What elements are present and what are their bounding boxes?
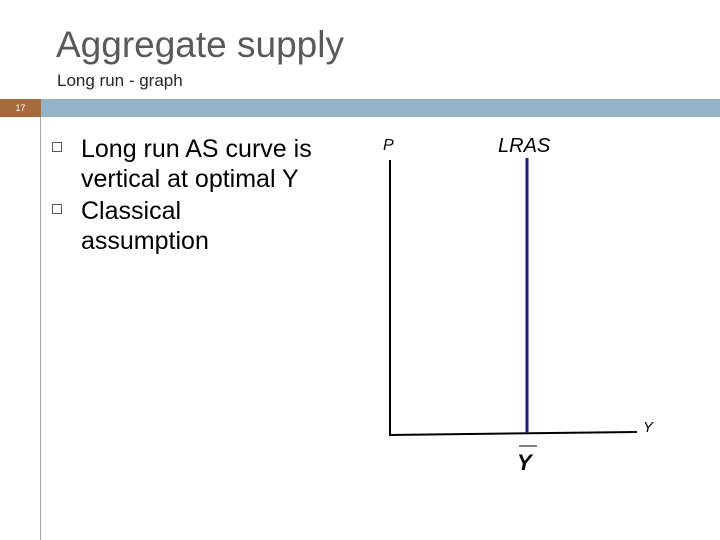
bullet-text: Long run AS curve is vertical at optimal Y <box>81 135 312 193</box>
y-bar-label: Y <box>517 450 532 475</box>
slide-number: 17 <box>15 103 26 113</box>
x-axis <box>389 432 637 435</box>
bullet-text: Classical assumption <box>81 197 209 255</box>
lras-label: LRAS <box>498 135 551 157</box>
slide-subtitle: Long run - graph <box>57 71 183 90</box>
y-axis-label: P <box>383 137 394 154</box>
slide-title: Aggregate supply <box>56 24 344 65</box>
x-axis-label: Y <box>643 419 654 436</box>
